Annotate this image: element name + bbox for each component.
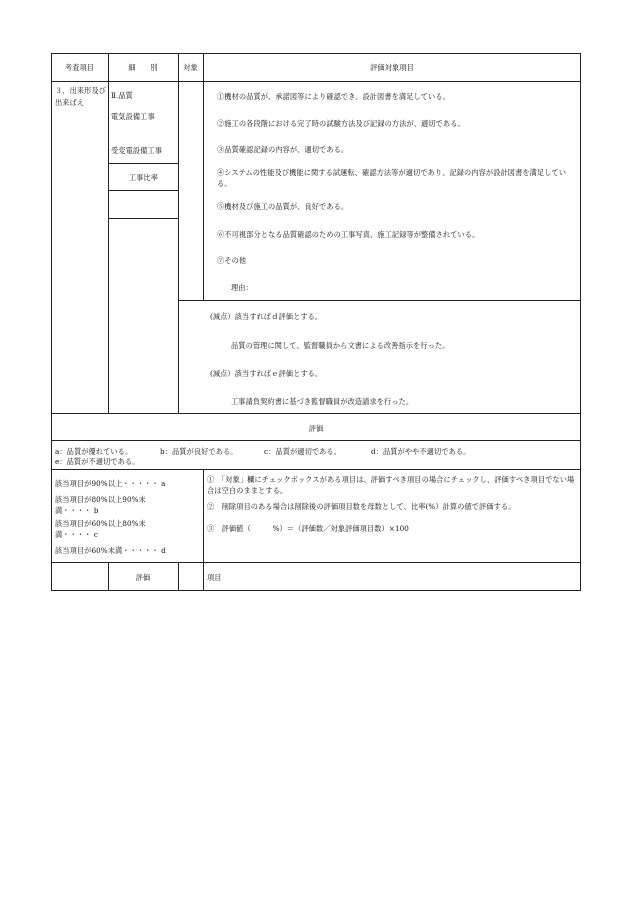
evaluation-item-5: ⑤機材及び施工の品質が、良好である。 — [217, 202, 349, 211]
evaluation-item-3: ③品質確認記録の内容が、適切である。 — [217, 145, 349, 154]
work-ratio-divider — [108, 190, 179, 191]
grade-e: e：品質が不適切である。 — [55, 457, 140, 466]
grade-b: b：品質が良好である。 — [160, 447, 238, 456]
header-subcategory: 細 別 — [128, 63, 158, 72]
evaluation-title-divider — [51, 440, 581, 441]
note-1: ① 「対象」欄にチェックボックスがある項目は、評価すべき項目の場合にチェックし、評価すべき項目でない場合は空白のままとする。 — [207, 475, 575, 495]
grade-a: a：品質が優れている。 — [55, 447, 133, 456]
footer-item-label: 項目 — [207, 573, 222, 582]
footer-evaluation-value[interactable] — [180, 564, 202, 590]
grade-c: c：品質が適切である。 — [264, 447, 342, 456]
criteria-a: 該当項目が90%以上・・・・・ a — [55, 479, 166, 488]
sub-category-label: Ⅱ.品質 — [111, 91, 133, 100]
evaluation-item-7: ⑦その他 — [217, 256, 247, 265]
grades-divider — [51, 469, 581, 470]
work-ratio-label: 工事比率 — [128, 173, 159, 182]
criteria-divider — [203, 469, 204, 562]
evaluation-item-1: ①機材の品質が、承諾図等により確認でき、設計図書を満足している。 — [217, 92, 450, 101]
header-evaluation-items: 評価対象項目 — [370, 63, 414, 72]
evaluation-item-4: ④システムの性能及び機能に関する試運転、確認方法等が適切であり、記録の内容が設計図書を満足している。 — [217, 168, 567, 188]
work-type-electrical: 電気設備工事 — [111, 112, 155, 121]
criteria-d: 該当項目が60%未満・・・・・ d — [55, 546, 166, 555]
evaluation-title: 評価 — [308, 424, 324, 433]
criteria-b: 該当項目が80%以上90%未満・・・・ b — [55, 495, 146, 515]
header-category: 考査項目 — [64, 63, 95, 72]
header-target: 対象 — [183, 63, 198, 72]
note-2: ② 削除項目のある場合は削除後の評価項目数を母数として、比率(%）計算の値で評価する。 — [207, 502, 516, 511]
note-3: ③ 評価値（ %）＝（評価数／対象評価項目数）×100 — [207, 524, 409, 533]
deduction-e-label: (減点）該当すればｅ評価とする。 — [210, 369, 323, 378]
work-type-substation: 受変電設備工事 — [111, 146, 163, 155]
evaluation-top-divider — [51, 413, 581, 414]
category-label: ３．出来形及び出来ばえ — [55, 86, 107, 107]
grade-d: d：品質がやや不適切である。 — [371, 447, 471, 456]
footer-evaluation-label: 評価 — [135, 573, 151, 582]
evaluation-item-2: ②施工の各段階における完了時の試験方法及び記録の方法が、適切である。 — [217, 119, 465, 128]
deduction-d-label: (減点）該当すればｄ評価とする。 — [210, 312, 323, 321]
criteria-c: 該当項目が60%以上80%未満・・・・ c — [55, 519, 146, 539]
col-divider-1 — [108, 53, 109, 413]
work-ratio-value[interactable] — [110, 192, 177, 217]
footer-divider — [51, 562, 581, 563]
col-divider-2 — [178, 53, 179, 413]
footer-col-divider-3 — [203, 562, 204, 591]
deduction-e-detail: 工事請負契約書に基づき監督職員が改造請求を行った。 — [231, 397, 414, 406]
deduction-d-detail: 品質の管理に関して、監督職員から文書による改善指示を行った。 — [231, 341, 450, 350]
footer-col-divider-2 — [178, 562, 179, 591]
deduction-divider — [178, 300, 581, 301]
reason-label: 理由： — [231, 283, 253, 292]
header-divider — [51, 81, 581, 82]
evaluation-item-6: ⑥不可視部分となる品質確認のための工事写真、施工記録等が整備されている。 — [217, 230, 480, 239]
col-divider-3 — [203, 53, 204, 300]
